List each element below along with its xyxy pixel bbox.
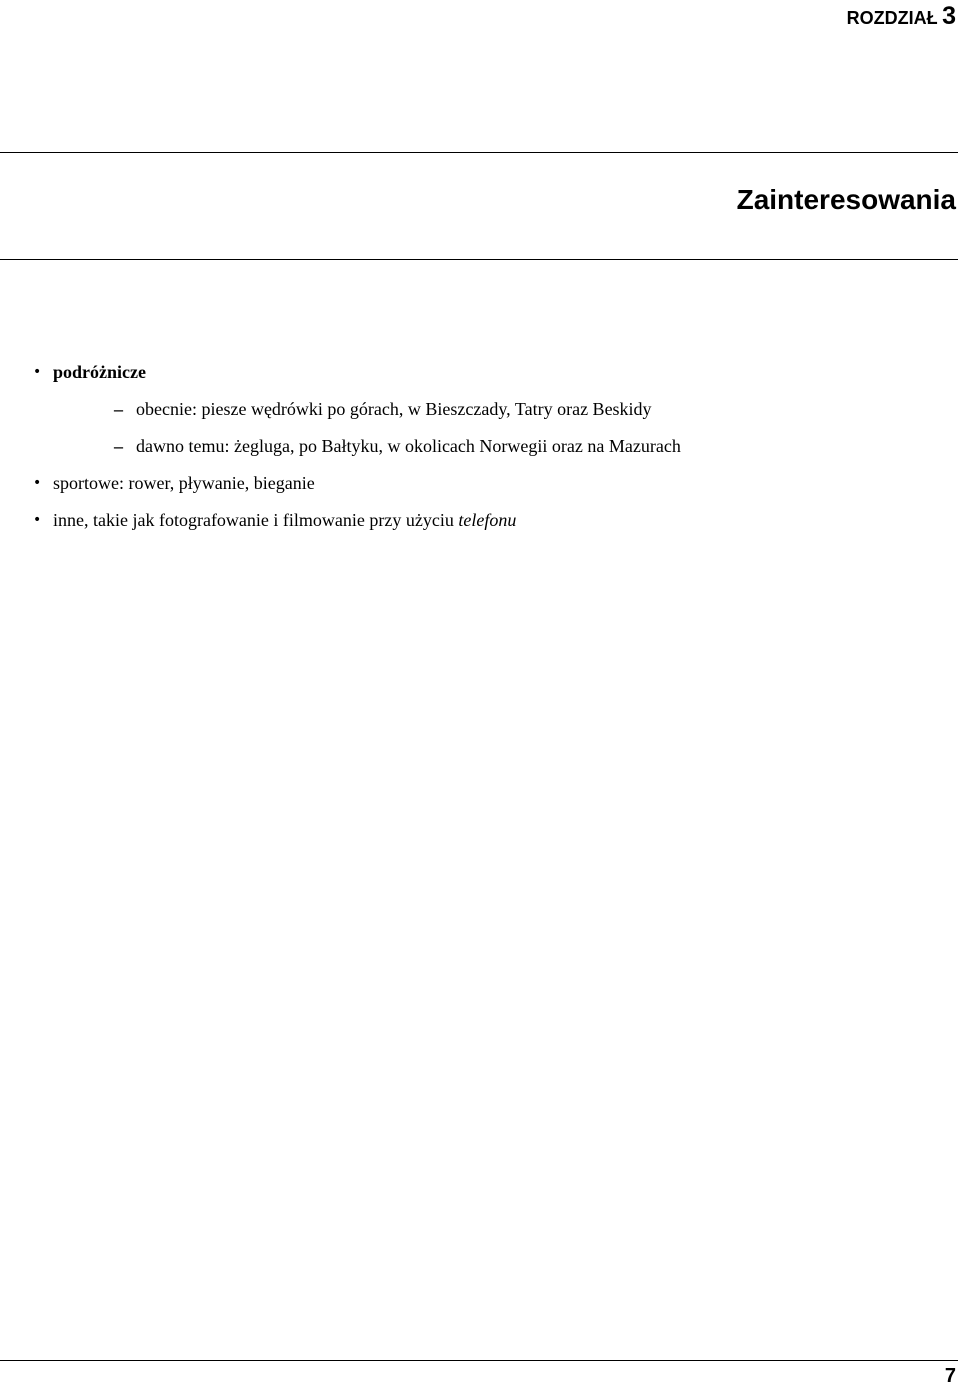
dash-icon: – [114,399,123,419]
interests-list [0,360,958,545]
chapter-header [847,2,956,31]
title-rule [0,259,958,260]
list-item-other [0,508,958,545]
section-title: Zainteresowania [736,184,956,215]
sub-item-text: obecnie: piesze wędrówki po górach, w Bieszczady, Tatry oraz Beskidy [136,399,652,419]
list-item-text: inne, takie jak fotografowanie i filmowanie przy użyciu [53,510,459,530]
bullet-icon: • [33,475,42,491]
sub-item-current [0,397,958,434]
dash-icon: – [114,436,123,456]
bullet-icon: • [33,364,42,380]
top-rule [0,152,958,153]
chapter-number: 3 [942,2,956,30]
list-item-text: sportowe: rower, pływanie, bieganie [53,473,315,493]
list-item-label: podróżnicze [53,362,146,382]
sub-item-past [0,434,958,471]
list-item-emphasis: telefonu [458,510,517,530]
list-item-text-wrapper [53,508,516,532]
sub-item-text: dawno temu: żegluga, po Bałtyku, w okolicach Norwegii oraz na Mazurach [136,436,681,456]
list-item-sports [0,471,958,508]
chapter-word: ROZDZIAŁ [846,8,938,28]
page-number: 7 [944,1365,956,1387]
list-item-travel [0,360,958,397]
footer-rule [0,1360,958,1361]
bullet-icon: • [33,512,42,528]
